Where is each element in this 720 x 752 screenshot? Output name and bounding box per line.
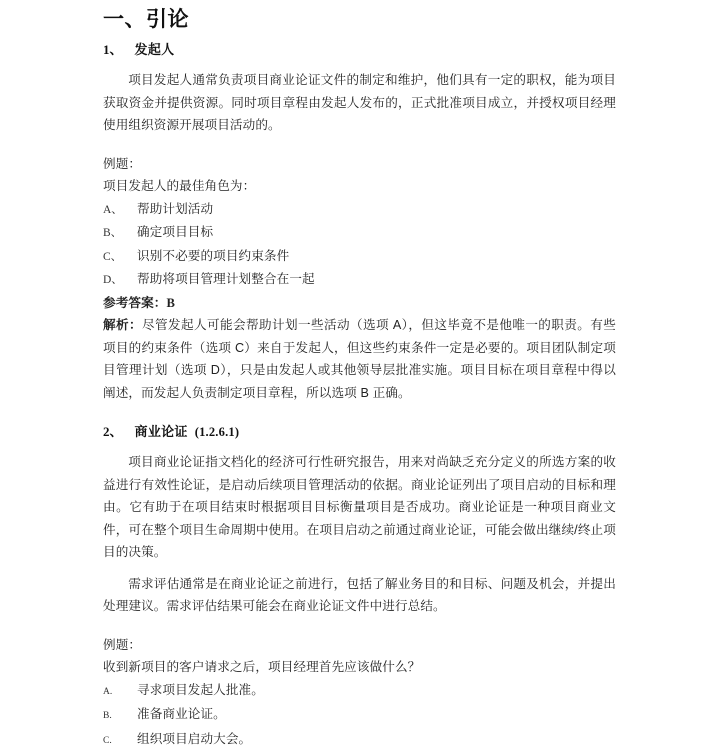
answer-line — [103, 292, 616, 315]
option-letter: B. — [103, 705, 137, 728]
option-text: 帮助计划活动 — [137, 198, 213, 221]
analysis-paragraph — [103, 314, 616, 404]
example-label-2: 例题： — [103, 634, 616, 657]
option-letter: C. — [103, 730, 137, 752]
option-row[interactable] — [103, 245, 616, 269]
option-letter: D、 — [103, 269, 137, 292]
section-2-paragraph-1: 项目商业论证指文档化的经济可行性研究报告，用来对尚缺乏充分定义的所选方案的收益进行有效性论证，是启动后续项目管理活动的依据。商业论证列出了项目启动的目标和理由。它有助于在项目结束时根据项目目标衡量项目是否成功。商业论证是一种项目商业文件，可在整个项目生命周期中使用。在项目启动之前通过商业论证，可能会做出继续/终止项目的决策。 — [103, 451, 616, 564]
option-text: 组织项目启动大会。 — [137, 728, 251, 751]
example-question-2: 收到新项目的客户请求之后，项目经理首先应该做什么？ — [103, 656, 616, 679]
option-text: 帮助将项目管理计划整合在一起 — [137, 268, 315, 291]
analysis-text: 尽管发起人可能会帮助计划一些活动（选项 A），但这毕竟不是他唯一的职责。有些项目的约束条件（选项 C）来自于发起人，但这些约束条件一定是必要的。项目团队制定项目管理计划（选项 D），只是由发起人或其他领导层批准实施。项目目标在项目章程中得以阐述，而发起人负责制定项目章程，所以选项 B 正确。 — [103, 318, 616, 400]
spacer — [103, 60, 616, 69]
option-row[interactable] — [103, 728, 616, 752]
section-title: 商业论证 — [135, 422, 188, 442]
section-heading-2 — [103, 422, 616, 442]
answer-label: 参考答案： — [103, 296, 166, 310]
section-2-paragraph-2: 需求评估通常是在商业论证之前进行，包括了解业务目的和目标、问题及机会，并提出处理建议。需求评估结果可能会在商业论证文件中进行总结。 — [103, 573, 616, 618]
option-text: 识别不必要的项目约束条件 — [137, 245, 289, 268]
section-number: 2、 — [103, 422, 123, 442]
example-label-1: 例题： — [103, 153, 616, 176]
section-reference-code: (1.2.6.1) — [195, 422, 240, 442]
option-row[interactable] — [103, 198, 616, 222]
option-letter: C、 — [103, 246, 137, 269]
option-row[interactable] — [103, 703, 616, 728]
section-number: 1、 — [103, 40, 123, 60]
section-title: 发起人 — [135, 40, 175, 60]
option-letter: B、 — [103, 222, 137, 245]
option-text: 寻求项目发起人批准。 — [137, 679, 264, 702]
spacer — [103, 442, 616, 451]
option-row[interactable] — [103, 221, 616, 245]
option-text: 准备商业论证。 — [137, 703, 226, 726]
section-1-paragraph-1: 项目发起人通常负责项目商业论证文件的制定和维护，他们具有一定的职权，能为项目获取资金并提供资源。同时项目章程由发起人发布的，正式批准项目成立，并授权项目经理使用组织资源开展项目活动的。 — [103, 69, 616, 137]
analysis-label: 解析： — [103, 318, 142, 332]
section-heading-1 — [103, 40, 616, 60]
option-letter: A. — [103, 681, 137, 704]
option-row[interactable] — [103, 268, 616, 292]
chapter-title: 一、引论 — [103, 0, 616, 34]
spacer — [103, 564, 616, 573]
answer-value: B — [166, 296, 175, 310]
spacer — [103, 618, 616, 634]
option-text: 确定项目目标 — [137, 221, 213, 244]
spacer — [103, 137, 616, 153]
option-row[interactable] — [103, 679, 616, 704]
example-question-1: 项目发起人的最佳角色为： — [103, 175, 616, 198]
spacer — [103, 404, 616, 422]
option-letter: A、 — [103, 199, 137, 222]
